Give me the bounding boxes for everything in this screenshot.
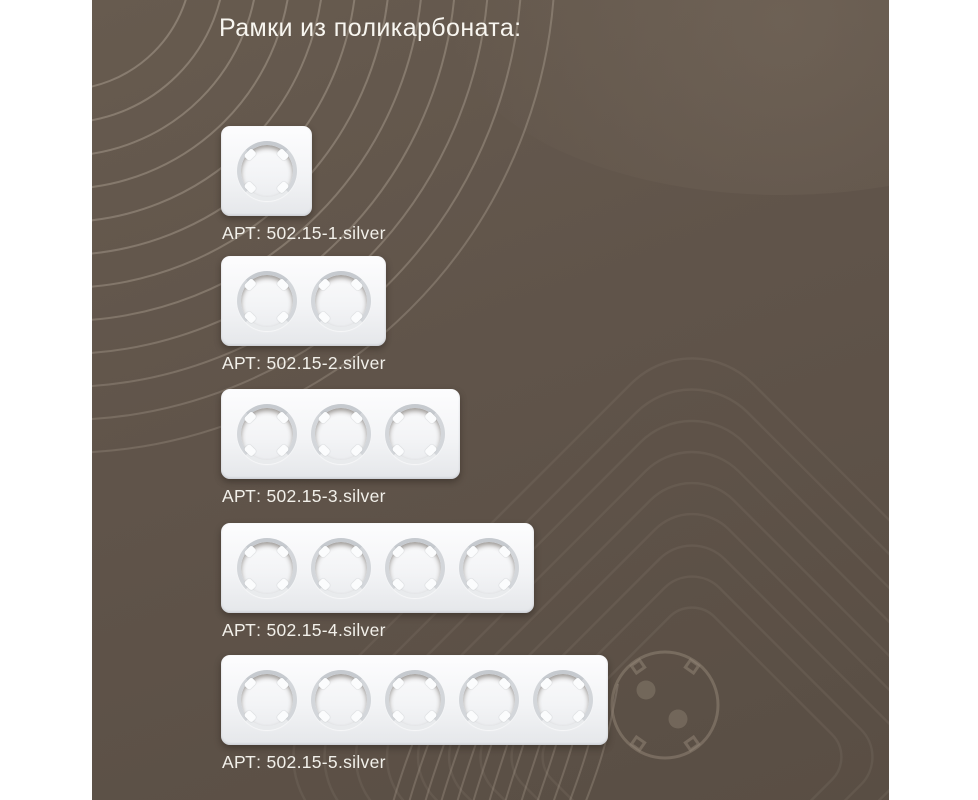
page-title: Рамки из поликарбоната: (219, 14, 522, 42)
socket-opening (385, 538, 445, 598)
opening-ring (311, 271, 371, 331)
socket-opening (237, 271, 297, 331)
opening-ring (533, 670, 593, 730)
opening-ring (311, 670, 371, 730)
opening-ring (459, 670, 519, 730)
socket-opening (237, 141, 297, 201)
socket-opening (311, 271, 371, 331)
product-item (221, 126, 386, 243)
opening-ring (311, 404, 371, 464)
opening-ring (385, 538, 445, 598)
socket-opening (385, 670, 445, 730)
socket-opening (533, 670, 593, 730)
catalog-poster (92, 0, 889, 800)
article-label: АРТ: 502.15-5.silver (222, 752, 386, 772)
opening-ring (385, 404, 445, 464)
article-label: АРТ: 502.15-4.silver (222, 620, 386, 640)
product-item (221, 256, 386, 373)
opening-ring (237, 141, 297, 201)
socket-opening (311, 538, 371, 598)
frame-photo (221, 389, 460, 479)
frame-photo (221, 523, 534, 613)
opening-ring (311, 538, 371, 598)
socket-opening (385, 404, 445, 464)
article-label: АРТ: 502.15-1.silver (222, 223, 386, 243)
article-label: АРТ: 502.15-2.silver (222, 353, 386, 373)
product-item (221, 389, 460, 506)
opening-ring (237, 404, 297, 464)
socket-opening (311, 670, 371, 730)
socket-opening (237, 538, 297, 598)
opening-ring (237, 538, 297, 598)
socket-opening (459, 670, 519, 730)
opening-ring (459, 538, 519, 598)
opening-ring (385, 670, 445, 730)
socket-opening (237, 670, 297, 730)
opening-ring (237, 271, 297, 331)
product-item (221, 523, 534, 640)
socket-opening (311, 404, 371, 464)
socket-opening (459, 538, 519, 598)
frame-photo (221, 126, 312, 216)
socket-opening (237, 404, 297, 464)
article-label: АРТ: 502.15-3.silver (222, 486, 386, 506)
opening-ring (237, 670, 297, 730)
frame-photo (221, 256, 386, 346)
socket-outline-icon (612, 652, 718, 758)
product-item (221, 655, 608, 772)
frame-photo (221, 655, 608, 745)
